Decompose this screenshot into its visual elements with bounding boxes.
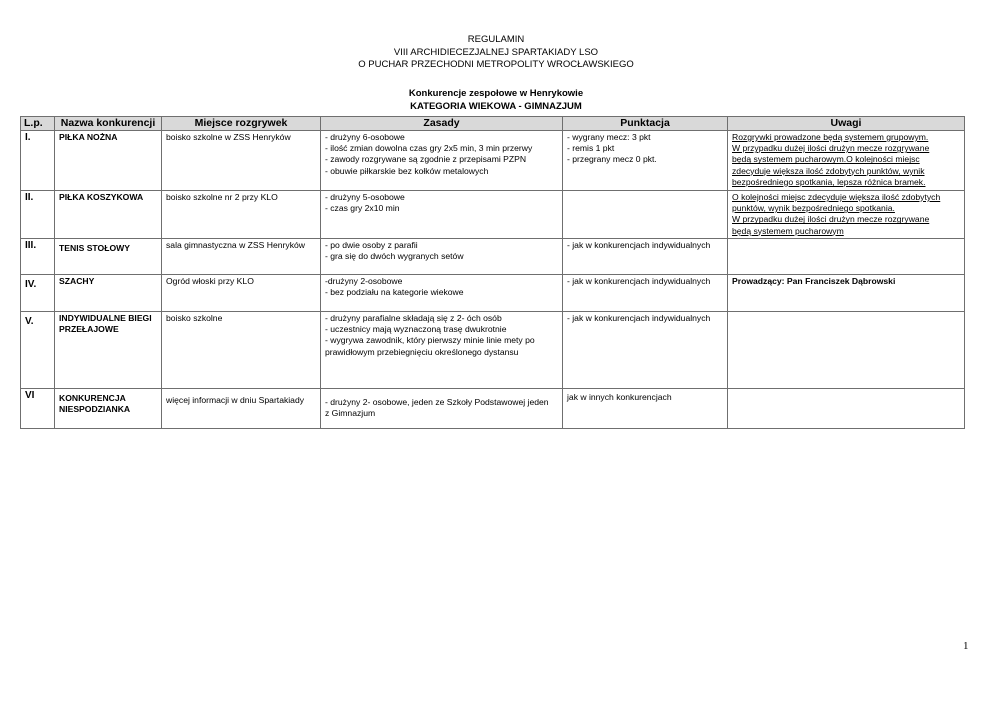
- rule-line: - bez podziału na kategorie wiekowe: [325, 287, 464, 298]
- name-line: SZACHY: [59, 276, 95, 286]
- header-line-1: REGULAMIN: [467, 34, 525, 45]
- points-line: - wygrany mecz: 3 pkt: [567, 132, 651, 142]
- table-row: [21, 389, 965, 429]
- competition-rules: [321, 275, 563, 312]
- name-line: TENIS STOŁOWY: [59, 243, 130, 253]
- header-line-2: VIII ARCHIDIECEZJALNEJ SPARTAKIADY LSO: [393, 46, 599, 58]
- name-line: KONKURENCJA: [59, 393, 126, 403]
- competition-notes: [728, 131, 965, 191]
- competition-notes: [728, 275, 965, 312]
- competition-notes: [728, 389, 965, 429]
- row-number: II.: [21, 191, 55, 239]
- rule-line: - gra się do dwóch wygranych setów: [325, 251, 464, 262]
- rule-line: - drużyny parafialne składają się z 2- óch osób: [325, 313, 502, 323]
- row-number: V.: [21, 312, 55, 389]
- competition-rules: [321, 239, 563, 275]
- competition-notes: [728, 312, 965, 389]
- competition-place: boisko szkolne: [162, 312, 321, 389]
- note-line: punktów, wynik bezpośredniego spotkania.: [732, 203, 895, 214]
- header-line-3: O PUCHAR PRZECHODNI METROPOLITY WROCŁAWSKIEGO: [358, 59, 634, 70]
- name-line: PIŁKA KOSZYKOWA: [59, 192, 144, 202]
- competition-name: [55, 191, 162, 239]
- competition-points: [563, 131, 728, 191]
- row-number: III.: [21, 239, 55, 275]
- table-row: [21, 191, 965, 239]
- table-row: [21, 239, 965, 275]
- points-line: - remis 1 pkt: [567, 143, 615, 154]
- section-header: [0, 88, 992, 113]
- note-line: bezpośredniego spotkania, lepsza różnica bramek.: [732, 176, 926, 187]
- note-line: Prowadzący: Pan Franciszek Dąbrowski: [732, 276, 896, 286]
- rule-line: - ilość zmian dowolna czas gry 2x5 min, 3 min przerwy: [325, 143, 533, 154]
- competition-notes: [728, 191, 965, 239]
- note-line: będą systemem pucharowym: [732, 225, 844, 236]
- col-header-place: Miejsce rozgrywek: [162, 117, 321, 131]
- note-line: Rozgrywki prowadzone będą systemem grupowym.: [732, 132, 929, 142]
- table-row: [21, 275, 965, 312]
- note-line: W przypadku dużej ilości drużyn mecze rozgrywane: [732, 214, 930, 225]
- rule-line: - uczestnicy mają wyznaczoną trasę dwukrotnie: [325, 324, 507, 335]
- competition-points: [563, 239, 728, 275]
- page-number: 1: [963, 640, 969, 652]
- age-category: KATEGORIA WIEKOWA - GIMNAZJUM: [410, 100, 582, 112]
- rule-line: - drużyny 2- osobowe, jeden ze Szkoły Podstawowej jeden: [325, 397, 549, 407]
- competition-place: boisko szkolne w ZSS Henryków: [162, 131, 321, 191]
- points-line: - jak w konkurencjach indywidualnych: [567, 313, 711, 323]
- competition-place: więcej informacji w dniu Spartakiady: [162, 389, 321, 429]
- competition-place: sala gimnastyczna w ZSS Henryków: [162, 239, 321, 275]
- table-row: [21, 131, 965, 191]
- competition-name: [55, 239, 162, 275]
- section-subtitle: Konkurencje zespołowe w Henrykowie: [408, 88, 584, 99]
- rule-line: z Gimnazjum: [325, 408, 376, 419]
- rule-line: - po dwie osoby z parafii: [325, 240, 418, 250]
- name-line: INDYWIDUALNE BIEGI: [59, 313, 152, 323]
- rule-line: prawidłowym przebiegnięciu określonego dystansu: [325, 346, 519, 357]
- table-header-row: [21, 117, 965, 131]
- rule-line: -drużyny 2-osobowe: [325, 276, 403, 286]
- rule-line: - drużyny 5-osobowe: [325, 192, 405, 202]
- name-line: PRZEŁAJOWE: [59, 324, 119, 335]
- points-line: jak w innych konkurencjach: [567, 392, 672, 402]
- competition-points: [563, 389, 728, 429]
- note-line: W przypadku dużej ilości drużyn mecze rozgrywane: [732, 143, 930, 154]
- competition-place: Ogród włoski przy KLO: [162, 275, 321, 312]
- competition-name: [55, 275, 162, 312]
- rule-line: - drużyny 6-osobowe: [325, 132, 405, 142]
- competition-points: [563, 312, 728, 389]
- row-number: IV.: [21, 275, 55, 312]
- rule-line: - wygrywa zawodnik, który pierwszy minie linie mety po: [325, 335, 535, 346]
- competition-name: [55, 131, 162, 191]
- row-number: VI: [21, 389, 55, 429]
- col-header-lp: L.p.: [21, 117, 55, 131]
- competition-notes: [728, 239, 965, 275]
- competition-rules: [321, 191, 563, 239]
- name-line: PIŁKA NOŻNA: [59, 132, 118, 142]
- rule-line: - czas gry 2x10 min: [325, 203, 400, 214]
- col-header-rules: Zasady: [321, 117, 563, 131]
- points-line: - jak w konkurencjach indywidualnych: [567, 276, 711, 286]
- competition-table: [20, 116, 965, 429]
- competition-name: [55, 312, 162, 389]
- rule-line: - obuwie piłkarskie bez kołków metalowych: [325, 165, 489, 176]
- document-header: [0, 34, 992, 72]
- name-line: NIESPODZIANKA: [59, 404, 131, 415]
- table-row: [21, 312, 965, 389]
- competition-rules: [321, 131, 563, 191]
- points-line: - przegrany mecz 0 pkt.: [567, 154, 657, 165]
- competition-rules: [321, 312, 563, 389]
- row-number: I.: [21, 131, 55, 191]
- competition-points: [563, 275, 728, 312]
- note-line: O kolejności miejsc zdecyduje większa ilość zdobytych: [732, 192, 941, 202]
- points-line: - jak w konkurencjach indywidualnych: [567, 240, 711, 250]
- col-header-points: Punktacja: [563, 117, 728, 131]
- competition-name: [55, 389, 162, 429]
- col-header-notes: Uwagi: [728, 117, 965, 131]
- competition-place: boisko szkolne nr 2 przy KLO: [162, 191, 321, 239]
- competition-rules: [321, 389, 563, 429]
- note-line: będą systemem pucharowym.O kolejności miejsc: [732, 154, 920, 165]
- note-line: zdecyduje większa ilość zdobytych punktów, wynik: [732, 165, 925, 176]
- rule-line: - zawody rozgrywane są zgodnie z przepisami PZPN: [325, 154, 527, 165]
- col-header-name: Nazwa konkurencji: [55, 117, 162, 131]
- competition-points: [563, 191, 728, 239]
